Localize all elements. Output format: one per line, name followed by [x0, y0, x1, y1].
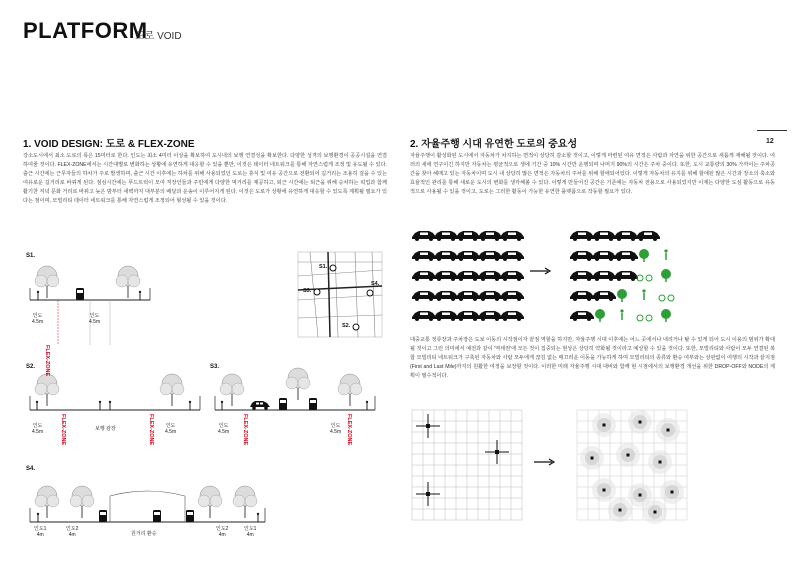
car-icon — [434, 271, 458, 281]
node-square-icon — [591, 457, 594, 460]
s3-dim-right: 인도 4.5m — [330, 423, 342, 435]
section-s1-label: S1. — [26, 253, 36, 259]
car-icon — [456, 271, 480, 281]
car-icon — [592, 231, 616, 241]
node-square-icon — [627, 454, 630, 457]
page-title: PLATFORM — [23, 18, 148, 43]
car-icon — [478, 271, 502, 281]
node-square-icon — [639, 421, 642, 424]
car-icon — [434, 291, 458, 301]
s3-flex-zone-left: FLEX-ZONE — [242, 414, 248, 446]
node-square-icon — [619, 509, 622, 512]
green-bike-wheel — [668, 295, 674, 301]
map-label-s1: S1. — [319, 264, 328, 270]
s2-plaza: 보행 광장 — [95, 426, 116, 432]
green-person-icon — [642, 289, 645, 292]
car-icon — [478, 251, 502, 261]
car-icon — [614, 231, 638, 241]
section-s2-label: S2. — [26, 364, 36, 370]
car-icon — [570, 271, 594, 281]
s4-dim-4: 인도1 4m — [244, 526, 257, 538]
s4-center: 원거리 환승 — [131, 531, 157, 537]
section-s3-label: S3. — [210, 364, 220, 370]
s1-dim-left: 인도 4.5m — [32, 313, 44, 325]
node-square-icon — [603, 424, 606, 427]
node-square-icon — [426, 492, 430, 496]
s2-dim-left: 인도 4.5m — [32, 423, 44, 435]
s2-dim-right: 인도 4.5m — [165, 423, 177, 435]
green-bike-icon — [659, 295, 665, 301]
s2-flex-zone-right: FLEX-ZONE — [148, 414, 154, 446]
node-square-icon — [603, 489, 606, 492]
node-square-icon — [671, 491, 674, 494]
map-label-s3: S3. — [303, 288, 312, 294]
s1-dim-right: 인도 4.5m — [89, 313, 101, 325]
s3-flex-zone-right: FLEX-ZONE — [346, 414, 352, 446]
section-s4-label: S4. — [26, 466, 36, 472]
car-icon — [500, 311, 524, 321]
right-paragraph-1: 자율주행이 활성화된 도시에서 자동차가 차지하는 면적이 상당히 감소할 것이고, 이렇게 마련된 여유 면적은 사람과 자연을 위한 공간으로 새롭게 재해될 것이다. 여러의 새에 연구이긴 하지만 자동차는 평균적으로 생에 기간 중 10% 시간만 운행되며 나머지 90%의 시간은 주차 중이다. 또한, 도시 교통량의 30% 가까이는 주차공간을 찾아 헤매고 있는 자동차이며 도시 내 상당히 많은 면적은 자동차의 주차를 위해 할애되어있다. 이렇게 자동차의 유지를 위해 할애된 많은 시간과 장소의 축소와 효율적인 관리를 통해 새로운 도시의 변화를 생각해볼 수 있다. 이렇게 만들어진 공간은 기존에는 자동차 전용으로 사용되었지만 이제는 다양한 도심 활동으로 유동적으로 사용될 수 있을 것이고, 도로는 그러한 활동이 가능한 유연한 플랫폼으로 작동할 필요가 있다. — [410, 153, 775, 195]
green-bike-wheel — [646, 275, 652, 281]
left-heading: 1. VOID DESIGN: 도로 & FLEX-ZONE — [23, 139, 195, 150]
right-heading: 2. 자율주행 시대 유연한 도로의 중요성 — [410, 139, 578, 150]
node-square-icon — [667, 429, 670, 432]
car-icon — [434, 251, 458, 261]
car-icon — [614, 251, 638, 261]
car-icon — [570, 251, 594, 261]
car-icon — [412, 231, 436, 241]
car-icon — [592, 271, 616, 281]
car-icon — [412, 251, 436, 261]
car-icon — [478, 291, 502, 301]
map-label-s2: S2. — [342, 323, 351, 329]
s4-dim-1: 인도1 4m — [34, 526, 47, 538]
car-icon — [500, 231, 524, 241]
green-person-icon — [620, 309, 623, 312]
s4-dim-3: 인도2 4m — [216, 526, 229, 538]
s2-flex-zone-left: FLEX-ZONE — [60, 414, 66, 446]
car-icon — [412, 291, 436, 301]
car-icon — [570, 291, 594, 301]
left-paragraph: 강소도시에서 최소 도로의 폭은 15미터로 한다. 인도는 최소 4미터 이상을 확보하여 도시내의 보행 연결성을 확보한다. 다양한 성격의 보행환경이 공공시설을 연결하여줄 것이다. FLEX-ZONE에서는 시간대별로 변화하는 상황에 유연하게 대응할 수 있을 뿐만, 이것은 데이터 네트워크를 통해 자연스럽게 조정 및 유도될 수 있다. 출근 시간에는 근무자들의 하차가 주로 발생하며, 출근 시간 이후에는 하차를 위해 사용되었던 도로는 휴식 및 여유 공간으로 전환되어 길거리는 조용히 걸을 수 있는 여유로운 길거리로 바뀌게 된다. 점심시간에는 푸드트럭이 모여 직장인들과 주민에게 다양한 먹거리를 제공하고, 퇴근 시간에는 퇴근을 위해 승차하는 픽업과 함께 활기찬 저녁 문화 거리로 바뀌고 늦은 밤부터 새벽까지 대부분의 배달과 운송이 이루어지게 된다. 이것은 도로가 상황에 유연하게 대응할 수 있도록 계획될 필요가 있다는 점이며, 모빌리티 데이터 네트워크를 통해 자연스럽게 조정되어 형성될 수 있을 것이다. — [23, 153, 387, 204]
green-person-icon — [664, 249, 667, 252]
node-square-icon — [495, 450, 499, 454]
car-icon — [500, 251, 524, 261]
car-icon — [456, 231, 480, 241]
s3-dim-left: 인도 4.5m — [218, 423, 230, 435]
node-square-icon — [654, 511, 657, 514]
node-square-icon — [426, 424, 430, 428]
car-icon — [478, 231, 502, 241]
node-square-icon — [659, 461, 662, 464]
map-label-s4: S4. — [371, 281, 380, 287]
car-icon — [456, 291, 480, 301]
car-icon — [434, 311, 458, 321]
car-icon — [570, 311, 594, 321]
car-icon — [478, 311, 502, 321]
s4-dim-2: 인도2 4m — [66, 526, 79, 538]
car-icon — [614, 271, 638, 281]
car-icon — [592, 291, 616, 301]
car-icon — [636, 231, 660, 241]
car-icon — [500, 271, 524, 281]
node-square-icon — [639, 494, 642, 497]
car-icon — [456, 311, 480, 321]
s1-flex-zone: FLEX-ZONE — [44, 345, 50, 377]
car-icon — [456, 251, 480, 261]
page-subtitle: 도로 VOID — [135, 31, 182, 42]
car-icon — [592, 251, 616, 261]
car-icon — [412, 311, 436, 321]
car-icon — [570, 231, 594, 241]
car-icon — [412, 271, 436, 281]
green-bike-icon — [637, 315, 643, 321]
green-bike-wheel — [646, 315, 652, 321]
car-icon — [434, 231, 458, 241]
right-paragraph-2: 대중교통 정류장과 주차장은 도보 이동의 시작점이자 끝점 역할을 하지만, 자율주행 시대 이후에는 어느 곳에서나 내리거나 탈 수 있게 되어 도시 이용의 범위가 확대될 것이고 그런 의미에서 예전과 같이 '역세권'에 모든 것이 집중되는 현상은 상당히 약화될 것이라고 예상할 수 있을 것이다. 또한, 모빌리티와 사람이 모두 연결된 복합 모빌리티 네트워크가 구축된 자동차와 사람 모두에게 끊김 없는 매끄러운 이동을 가능하게 하며 모빌리티의 종류와 환승 여부와는 상관없이 여행의 시작과 끝지점(First and Last Mile)까지의 원활한 여정을 보장할 것이다. 이러한 미래 자율주행 시대 대비와 함께 현 시점에서의 보행환경 개선을 위한 DROP-OFF와 NODE의 계획이 필수적이다. — [410, 337, 775, 379]
page-number: 12 — [766, 138, 774, 145]
car-icon — [500, 291, 524, 301]
